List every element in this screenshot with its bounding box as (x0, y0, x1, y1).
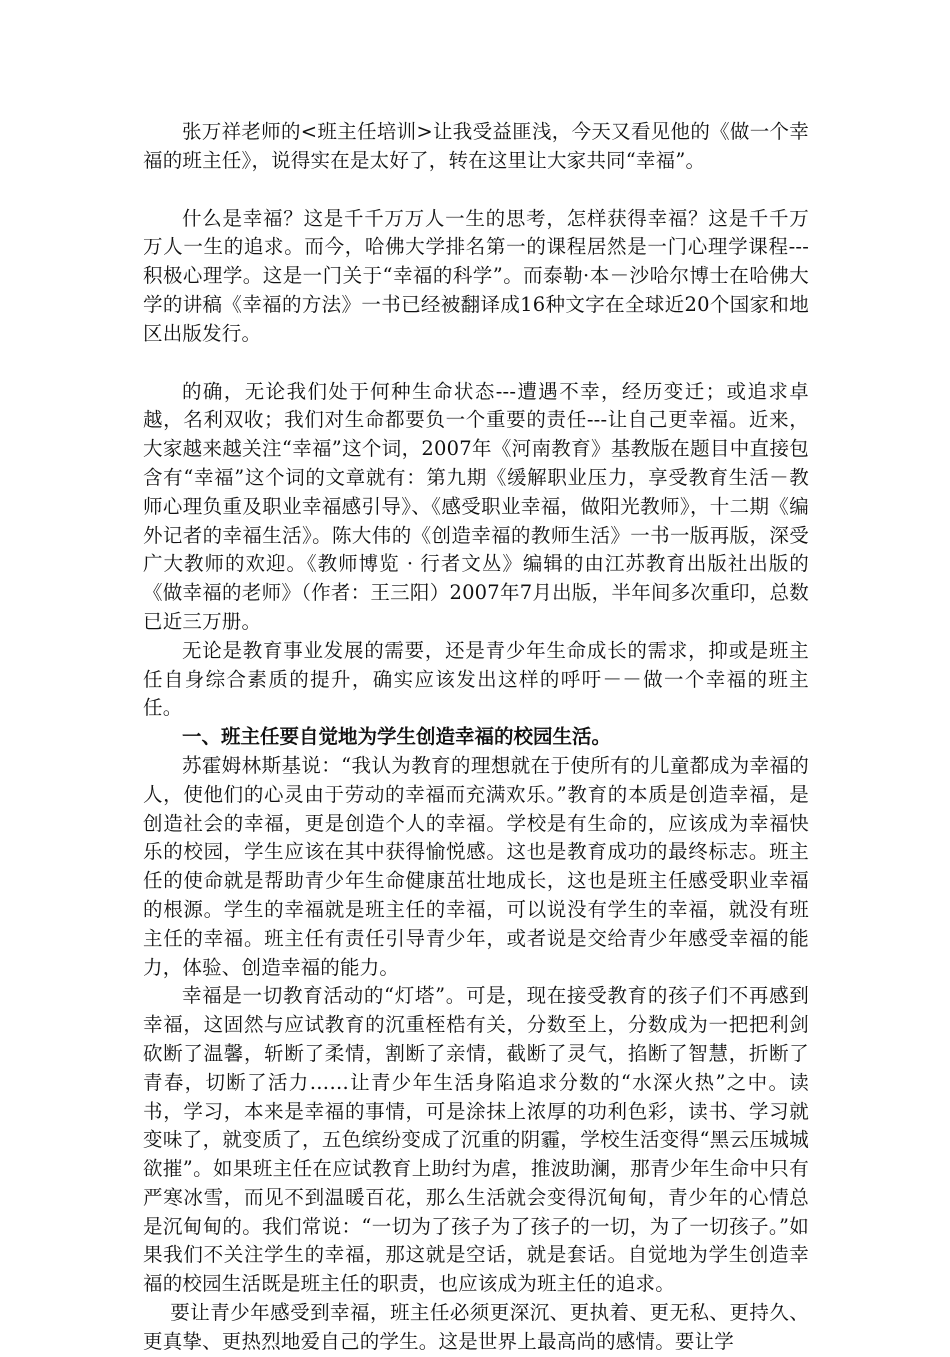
paragraph-gap (143, 349, 809, 378)
paragraph-responsibility: 的确，无论我们处于何种生命状态---遭遇不幸，经历变迁；或追求卓越，名利双收；我们对生命都要负一个重要的责任---让自己更幸福。近来，大家越来越关注“幸福”这个词，2007年《河南教育》基教版在题目中直接包含有“幸福”这个词的文章就有：第九期《缓解职业压力，享受教育生活－教师心理负重及职业幸福感引导》、《感受职业幸福，做阳光教师》，十二期《编外记者的幸福生活》。陈大伟的《创造幸福的教师生活》一书一版再版，深受广大教师的欢迎。《教师博览 · 行者文丛》编辑的由江苏教育出版社出版的《做幸福的老师》（作者：王三阳）2007年7月出版，半年间多次重印，总数已近三万册。 (143, 379, 809, 633)
paragraph-sukhomlinsky: 苏霍姆林斯基说：“我认为教育的理想就在于使所有的儿童都成为幸福的人，使他们的心灵由于劳动的幸福而充满欢乐。”教育的本质是创造幸福，是创造社会的幸福，更是创造个人的幸福。学校是有生命的，应该成为幸福快乐的校园，学生应该在其中获得愉悦感。这也是教育成功的最终标志。班主任的使命就是帮助青少年生命健康茁壮地成长，这也是班主任感受职业幸福的根源。学生的幸福就是班主任的幸福，可以说没有学生的幸福，就没有班主任的幸福。班主任有责任引导青少年，或者说是交给青少年感受幸福的能力，体验、创造幸福的能力。 (143, 753, 809, 979)
paragraph-what-is-happiness: 什么是幸福？这是千千万万人一生的思考，怎样获得幸福？这是千千万万人一生的追求。而今，哈佛大学排名第一的课程居然是一门心理学课程---积极心理学。这是一门关于“幸福的科学”。而泰勒·本－沙哈尔博士在哈佛大学的讲稿《幸福的方法》一书已经被翻译成16种文字在全球近20个国家和地区出版发行。 (143, 206, 809, 345)
section-heading-1: 一、班主任要自觉地为学生创造幸福的校园生活。 (182, 725, 612, 749)
paragraph-call-to-action: 无论是教育事业发展的需要，还是青少年生命成长的需求，抑或是班主任自身综合素质的提升，确实应该发出这样的呼吁－－做一个幸福的班主任。 (143, 638, 809, 720)
paragraph-lighthouse: 幸福是一切教育活动的“灯塔”。可是，现在接受教育的孩子们不再感到幸福，这固然与应试教育的沉重桎梏有关，分数至上，分数成为一把把利剑砍断了温馨，斩断了柔情，割断了亲情，截断了灵气，掐断了智慧，折断了青春，切断了活力……让青少年生活身陷追求分数的“水深火热”之中。读书，学习，本来是幸福的事情，可是涂抹上浓厚的功利色彩，读书、学习就变味了，就变质了，五色缤纷变成了沉重的阴霾，学校生活变得“黑云压城城欲摧”。如果班主任在应试教育上助纣为虐，推波助澜，那青少年生命中只有严寒冰雪，而见不到温暖百花，那么生活就会变得沉甸甸，青少年的心情总是沉甸甸的。我们常说：“一切为了孩子为了孩子的一切，为了一切孩子。”如果我们不关注学生的幸福，那这就是空话，就是套话。自觉地为学生创造幸福的校园生活既是班主任的职责，也应该成为班主任的追求。 (143, 984, 809, 1296)
document-page (143, 118, 809, 1353)
paragraph-love-students: 要让青少年感受到幸福，班主任必须更深沉、更执着、更无私、更持久、更真挚、更热烈地爱自己的学生。这是世界上最高尚的感情。要让学 (143, 1301, 809, 1353)
paragraph-gap (143, 176, 809, 205)
paragraph-intro: 张万祥老师的<班主任培训>让我受益匪浅，今天又看见他的《做一个幸福的班主任》，说得实在是太好了，转在这里让大家共同“幸福”。 (143, 120, 809, 172)
